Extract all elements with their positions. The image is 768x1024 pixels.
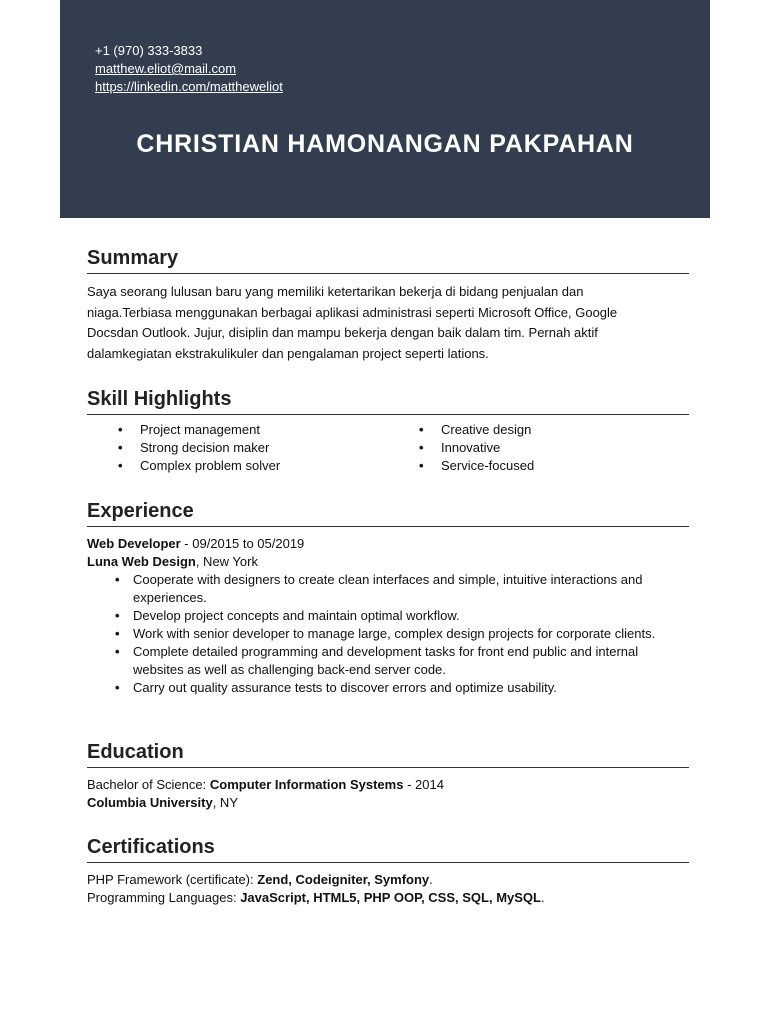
summary-line: dalamkegiatan ekstrakulikuler dan pengalaman project seperti lations. (87, 345, 489, 361)
experience-bullet: • Carry out quality assurance tests to discover errors and optimize usability. (87, 679, 689, 697)
company-name: Luna Web Design (87, 554, 196, 569)
skills-heading: Skill Highlights (87, 386, 689, 415)
certification-label: Programming Languages: (87, 890, 241, 905)
degree-line (87, 776, 689, 794)
degree-year: - 2014 (403, 777, 444, 792)
experience-section (87, 498, 689, 697)
skill-item: • Project management (140, 421, 280, 439)
certification-value: Zend, Codeigniter, Symfony (257, 872, 430, 887)
skill-item: • Strong decision maker (140, 439, 280, 457)
certification-line (87, 871, 689, 889)
summary-line: Saya seorang lulusan baru yang memiliki ketertarikan bekerja di bidang penjualan dan (87, 284, 584, 299)
skills-section (87, 386, 689, 481)
experience-bullet: • Complete detailed programming and development tasks for front end public and internal websites as well as challenging back-end server code. (87, 643, 689, 679)
certifications-list (87, 871, 689, 907)
skill-item: • Innovative (441, 439, 534, 457)
school-line (87, 794, 689, 812)
resume-header (60, 0, 710, 218)
education-section (87, 739, 689, 812)
experience-bullet: • Develop project concepts and maintain optimal workflow. (87, 607, 689, 625)
education-entry (87, 776, 689, 812)
experience-bullet: • Cooperate with designers to create clean interfaces and simple, intuitive interactions and experiences. (87, 571, 689, 607)
company-location: , New York (195, 554, 258, 569)
summary-section (87, 245, 689, 364)
certification-end: . (540, 890, 545, 905)
school-name: Columbia University (87, 795, 213, 810)
phone-number: +1 (970) 333-3833 (95, 43, 203, 58)
experience-bullets (87, 571, 689, 697)
summary-line: Docsdan Outlook. Jujur, disiplin dan mampu bekerja dengan baik dalam tim. Pernah aktif (87, 325, 598, 340)
company-line (87, 553, 689, 571)
job-dates: - 09/2015 to 05/2019 (180, 536, 305, 551)
degree-field: Computer Information Systems (209, 777, 404, 792)
certification-end: . (429, 872, 433, 887)
linkedin-link[interactable]: https://linkedin.com/mattheweliot (95, 79, 283, 94)
degree-label: Bachelor of Science: (87, 777, 210, 792)
summary-line: niaga.Terbiasa menggunakan berbagai aplikasi administrasi seperti Microsoft Office, Google (87, 304, 618, 320)
experience-heading: Experience (87, 498, 689, 527)
school-location: , NY (212, 795, 238, 810)
skills-column-right (441, 421, 534, 475)
skills-list (87, 421, 689, 481)
certification-line (87, 889, 689, 907)
skill-item: • Creative design (441, 421, 534, 439)
job-title: Web Developer (87, 536, 181, 551)
certifications-heading: Certifications (87, 834, 689, 863)
certification-label: PHP Framework (certificate): (87, 872, 258, 887)
summary-text (87, 282, 689, 364)
skill-item: • Service-focused (441, 457, 534, 475)
experience-bullet: • Work with senior developer to manage large, complex design projects for corporate clients. (87, 625, 689, 643)
email-link[interactable]: matthew.eliot@mail.com (95, 61, 237, 76)
skill-item: • Complex problem solver (140, 457, 280, 475)
candidate-name: CHRISTIAN HAMONANGAN PAKPAHAN (136, 130, 634, 158)
certification-value: JavaScript, HTML5, PHP OOP, CSS, SQL, MySQL (240, 890, 541, 905)
job-title-line (87, 535, 689, 553)
contact-info (95, 42, 283, 96)
experience-entry (87, 535, 689, 697)
summary-heading: Summary (87, 245, 689, 274)
education-heading: Education (87, 739, 689, 768)
skills-column-left (140, 421, 280, 475)
certifications-section (87, 834, 689, 907)
